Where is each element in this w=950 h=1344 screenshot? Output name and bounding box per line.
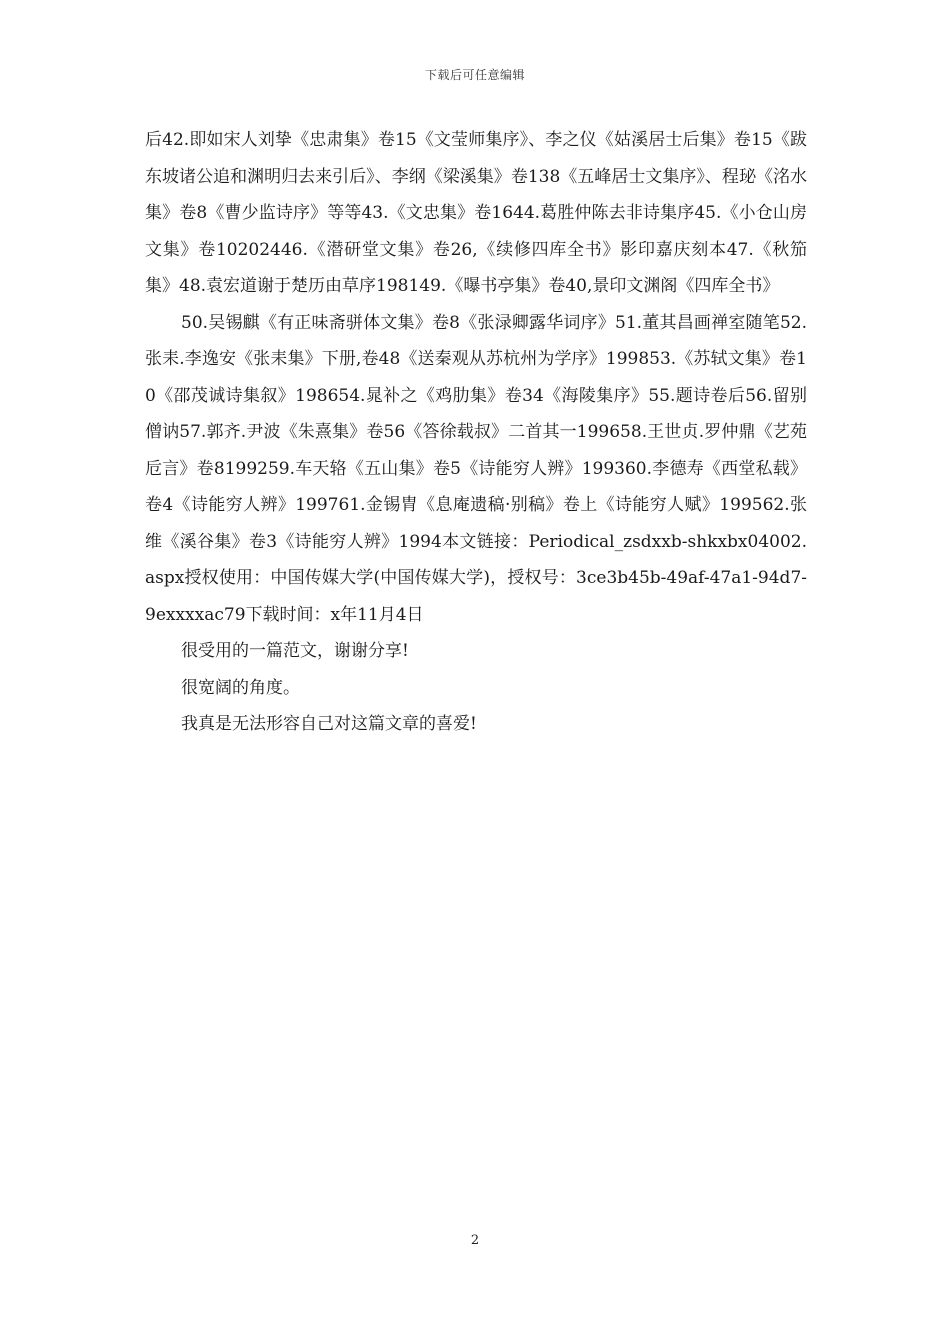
reference-paragraph-2: 50.吴锡麒《有正味斋骈体文集》卷8《张渌卿露华词序》51.董其昌画禅室随笔52.张耒.李逸安《张耒集》下册,卷48《送秦观从苏杭州为学序》199853.《苏轼文集》卷10《邵茂诚诗集叙》198654.晁补之《鸡肋集》卷34《海陵集序》55.题诗卷后56.留别僧讷57.郭齐.尹波《朱熹集》卷56《答徐载叔》二首其一199658.王世贞.罗仲鼎《艺苑卮言》卷8199259.车天辂《五山集》卷5《诗能穷人辨》199360.李德寿《西堂私载》卷4《诗能穷人辨》199761.金锡胄《息庵遗稿·别稿》卷上《诗能穷人赋》199562.张维《溪谷集》卷3《诗能穷人辨》1994本文链接：Periodical_zsdxxb-shkxbx04002.aspx授权使用：中国传媒大学(中国传媒大学)，授权号：3ce3b45b-49af-47a1-94d7-9exxxxac79下载时间：x年11月4日	[145, 312, 807, 625]
page-header: 下载后可任意编辑	[424, 68, 525, 82]
comment-line-2: 很宽阔的角度。	[181, 677, 300, 698]
comment-line-3: 我真是无法形容自己对这篇文章的喜爱!	[181, 714, 477, 734]
document-body	[145, 122, 807, 743]
comment-line-1: 很受用的一篇范文，谢谢分享!	[181, 641, 409, 661]
page-number: 2	[470, 1233, 480, 1248]
reference-paragraph-1: 后42.即如宋人刘挚《忠肃集》卷15《文莹师集序》、李之仪《姑溪居士后集》卷15《跋东坡诸公追和渊明归去来引后》、李纲《梁溪集》卷138《五峰居士文集序》、程珌《洺水集》卷8《曹少监诗序》等等43.《文忠集》卷1644.葛胜仲陈去非诗集序45.《小仓山房文集》卷10202446.《潜研堂文集》卷26,《续修四库全书》影印嘉庆刻本47.《秋笳集》48.袁宏道谢于楚历由草序198149.《曝书亭集》卷40,景印文渊阁《四库全书》	[145, 130, 807, 296]
